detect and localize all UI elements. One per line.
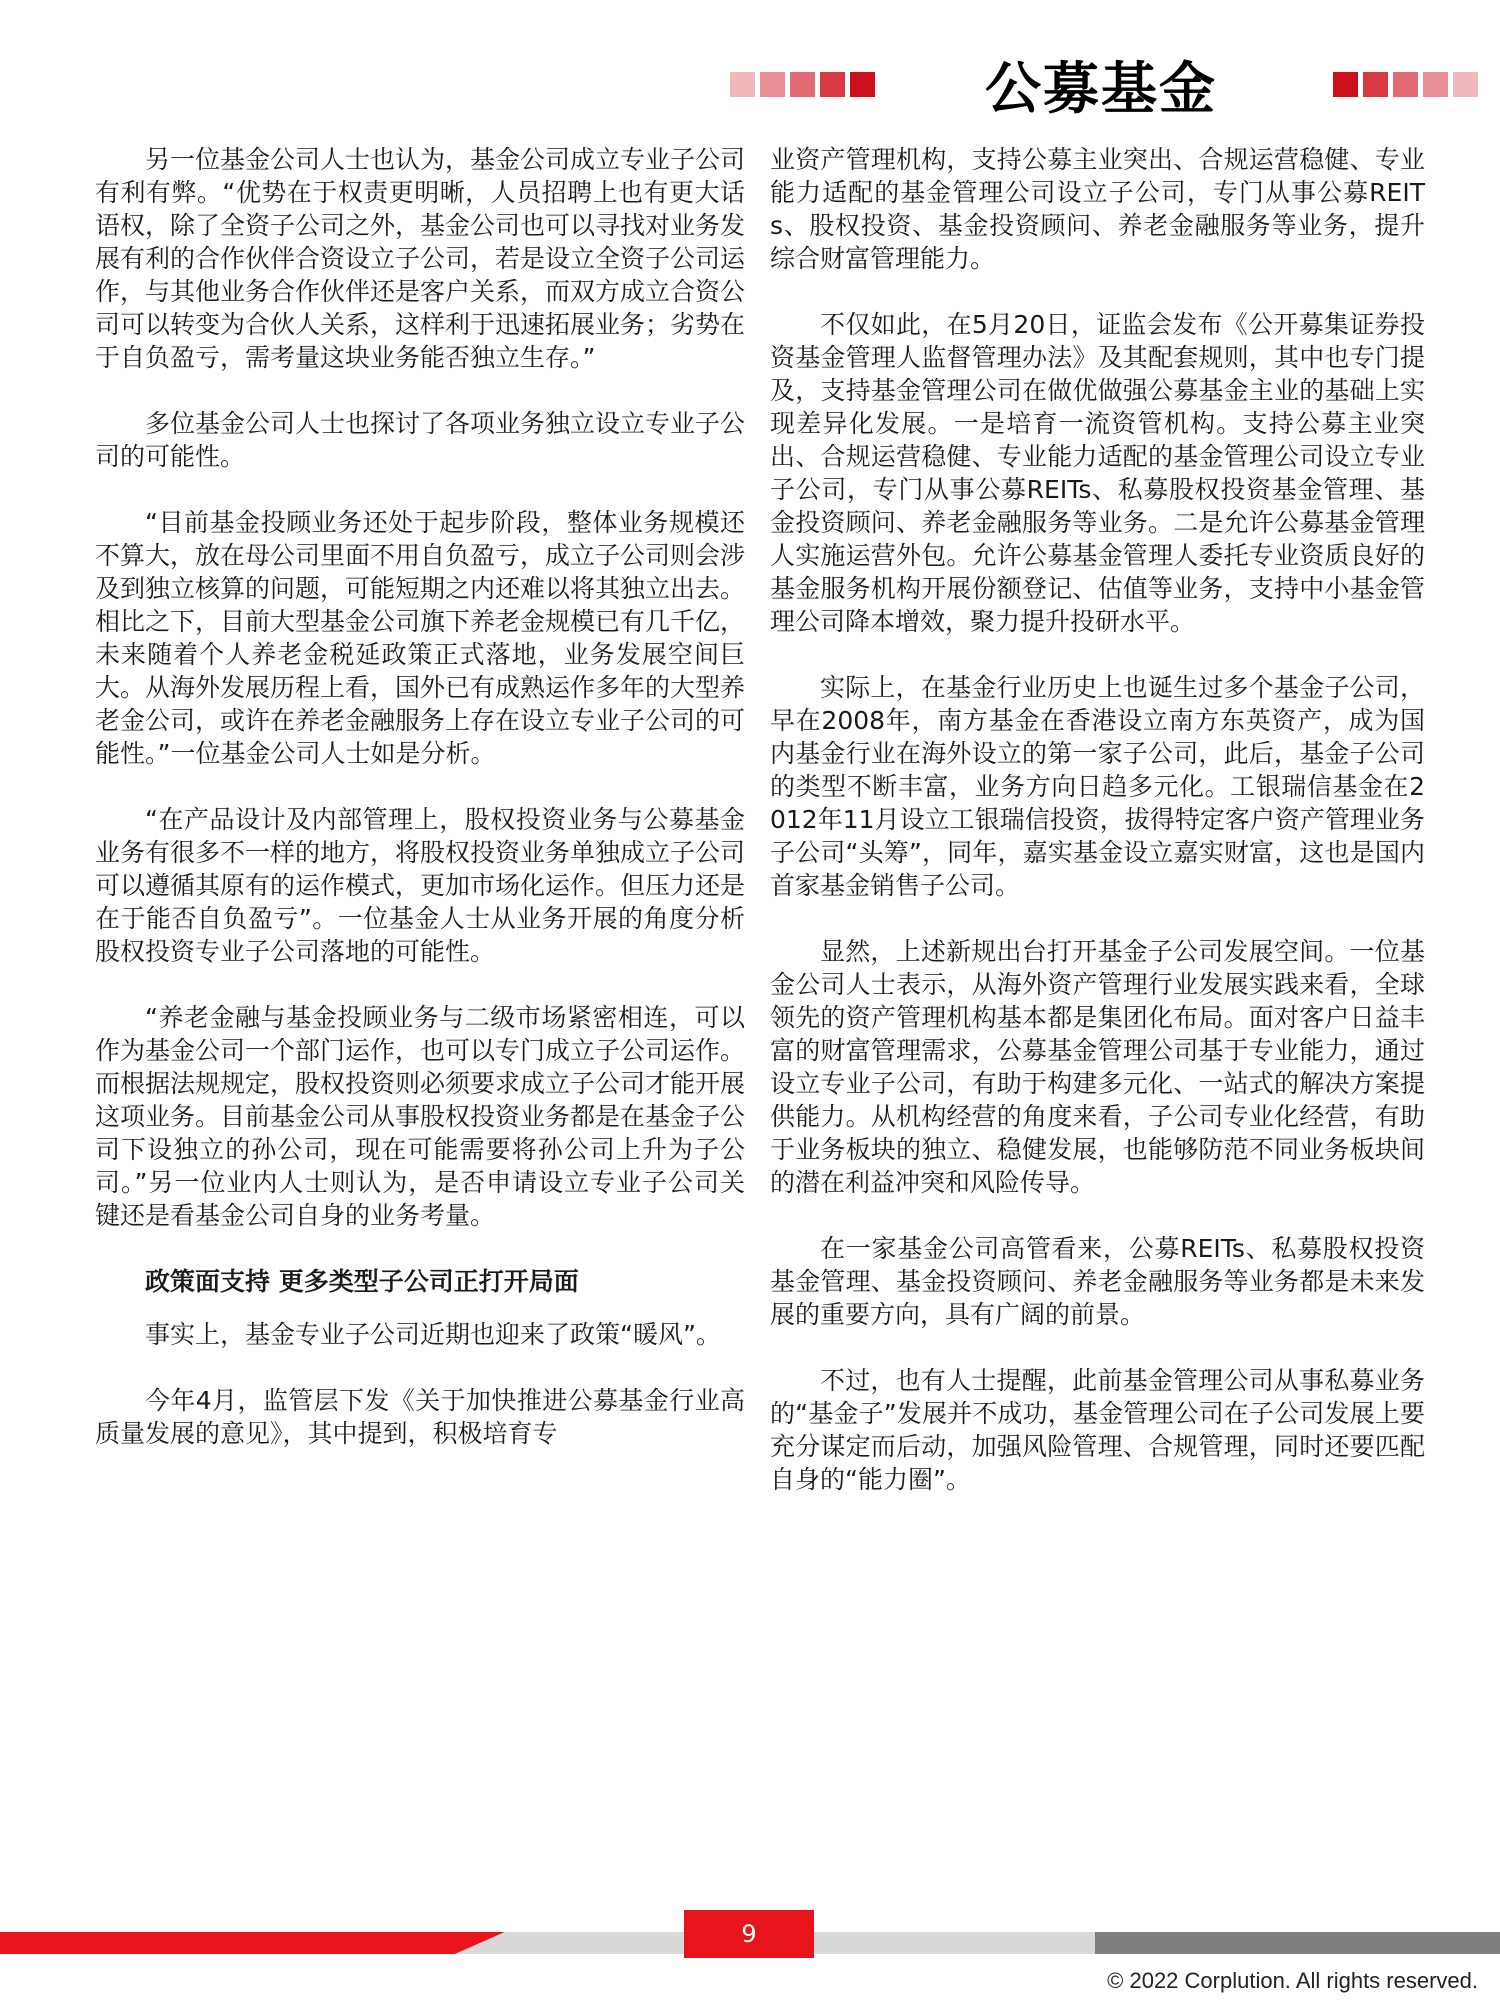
subheading: 政策面支持 更多类型子公司正打开局面 <box>145 1267 579 1296</box>
paragraph: 不过，也有人士提醒，此前基金管理公司从事私募业务的“基金子”发展并不成功，基金管理公司在子公司发展上要充分谋定而后动，加强风险管理、合规管理，同时还要匹配自身的“能力圈”。 <box>770 1366 1425 1494</box>
decor-square <box>1393 72 1418 97</box>
paragraph: “在产品设计及内部管理上，股权投资业务与公募基金业务有很多不一样的地方，将股权投资业务单独成立子公司可以遵循其原有的运作模式，更加市场化运作。但压力还是在于能否自负盈亏”。一位基金人士从业务开展的角度分析股权投资专业子公司落地的可能性。 <box>95 805 746 966</box>
section-title: 公募基金 <box>985 57 1217 122</box>
left-column <box>95 143 745 1483</box>
decor-square <box>1423 72 1448 97</box>
decor-squares-right <box>1333 72 1478 97</box>
paragraph-continued: 业资产管理机构，支持公募主业突出、合规运营稳健、专业能力适配的基金管理公司设立子公司，专门从事公募REITs、股权投资、基金投资顾问、养老金融服务等业务，提升综合财富管理能力。 <box>770 145 1425 273</box>
decor-square <box>1453 72 1478 97</box>
paragraph: 实际上，在基金行业历史上也诞生过多个基金子公司，早在2008年，南方基金在香港设立南方东英资产，成为国内基金行业在海外设立的第一家子公司，此后，基金子公司的类型不断丰富，业务方向日趋多元化。工银瑞信基金在2012年11月设立工银瑞信投资，拔得特定客户资产管理业务子公司“头筹”，同年，嘉实基金设立嘉实财富，这也是国内首家基金销售子公司。 <box>770 673 1425 900</box>
paragraph: 事实上，基金专业子公司近期也迎来了政策“暖风”。 <box>145 1320 721 1349</box>
paragraph: 多位基金公司人士也探讨了各项业务独立设立专业子公司的可能性。 <box>95 409 746 471</box>
decor-square <box>820 72 845 97</box>
copyright-text: © 2022 Corplution. All rights reserved. <box>1107 1968 1478 1993</box>
decor-square <box>730 72 755 97</box>
decor-square <box>1363 72 1388 97</box>
decor-square <box>1333 72 1358 97</box>
paragraph: “目前基金投顾业务还处于起步阶段，整体业务规模还不算大，放在母公司里面不用自负盈亏，成立子公司则会涉及到独立核算的问题，可能短期之内还难以将其独立出去。相比之下，目前大型基金公司旗下养老金规模已有几千亿，未来随着个人养老金税延政策正式落地，业务发展空间巨大。从海外发展历程上看，国外已有成熟运作多年的大型养老金公司，或许在养老金融服务上存在设立专业子公司的可能性。”一位基金公司人士如是分析。 <box>95 508 746 768</box>
decor-squares-left <box>730 72 875 97</box>
page-number: 9 <box>684 1910 814 1958</box>
paragraph: 显然，上述新规出台打开基金子公司发展空间。一位基金公司人士表示，从海外资产管理行业发展实践来看，全球领先的资产管理机构基本都是集团化布局。面对客户日益丰富的财富管理需求，公募基金管理公司基于专业能力，通过设立专业子公司，有助于构建多元化、一站式的解决方案提供能力。从机构经营的角度来看，子公司专业化经营，有助于业务板块的独立、稳健发展，也能够防范不同业务板块间的潜在利益冲突和风险传导。 <box>770 937 1425 1197</box>
paragraph: 在一家基金公司高管看来，公募REITs、私募股权投资基金管理、基金投资顾问、养老金融服务等业务都是未来发展的重要方向，具有广阔的前景。 <box>770 1234 1425 1329</box>
decor-square <box>850 72 875 97</box>
paragraph: 另一位基金公司人士也认为，基金公司成立专业子公司有利有弊。“优势在于权责更明晰，人员招聘上也有更大话语权，除了全资子公司之外，基金公司也可以寻找对业务发展有利的合作伙伴合资设立子公司，若是设立全资子公司运作，与其他业务合作伙伴还是客户关系，而双方成立合资公司可以转变为合伙人关系，这样利于迅速拓展业务；劣势在于自负盈亏，需考量这块业务能否独立生存。” <box>95 145 746 372</box>
decor-square <box>760 72 785 97</box>
paragraph: “养老金融与基金投顾业务与二级市场紧密相连，可以作为基金公司一个部门运作，也可以专门成立子公司运作。而根据法规规定，股权投资则必须要求成立子公司才能开展这项业务。目前基金公司从事股权投资业务都是在基金子公司下设独立的孙公司，现在可能需要将孙公司上升为子公司。”另一位业内人士则认为，是否申请设立专业子公司关键还是看基金公司自身的业务考量。 <box>95 1003 746 1230</box>
page-header <box>0 55 1500 125</box>
right-column <box>770 143 1425 1529</box>
paragraph: 今年4月，监管层下发《关于加快推进公募基金行业高质量发展的意见》，其中提到，积极培育专 <box>95 1386 745 1448</box>
paragraph: 不仅如此，在5月20日，证监会发布《公开募集证券投资基金管理人监督管理办法》及其配套规则，其中也专门提及，支持基金管理公司在做优做强公募基金主业的基础上实现差异化发展。一是培育一流资管机构。支持公募主业突出、合规运营稳健、专业能力适配的基金管理公司设立专业子公司，专门从事公募REITs、私募股权投资基金管理、基金投资顾问、养老金融服务等业务。二是允许公募基金管理人实施运营外包。允许公募基金管理人委托专业资质良好的基金服务机构开展份额登记、估值等业务，支持中小基金管理公司降本增效，聚力提升投研水平。 <box>770 310 1425 636</box>
decor-square <box>790 72 815 97</box>
